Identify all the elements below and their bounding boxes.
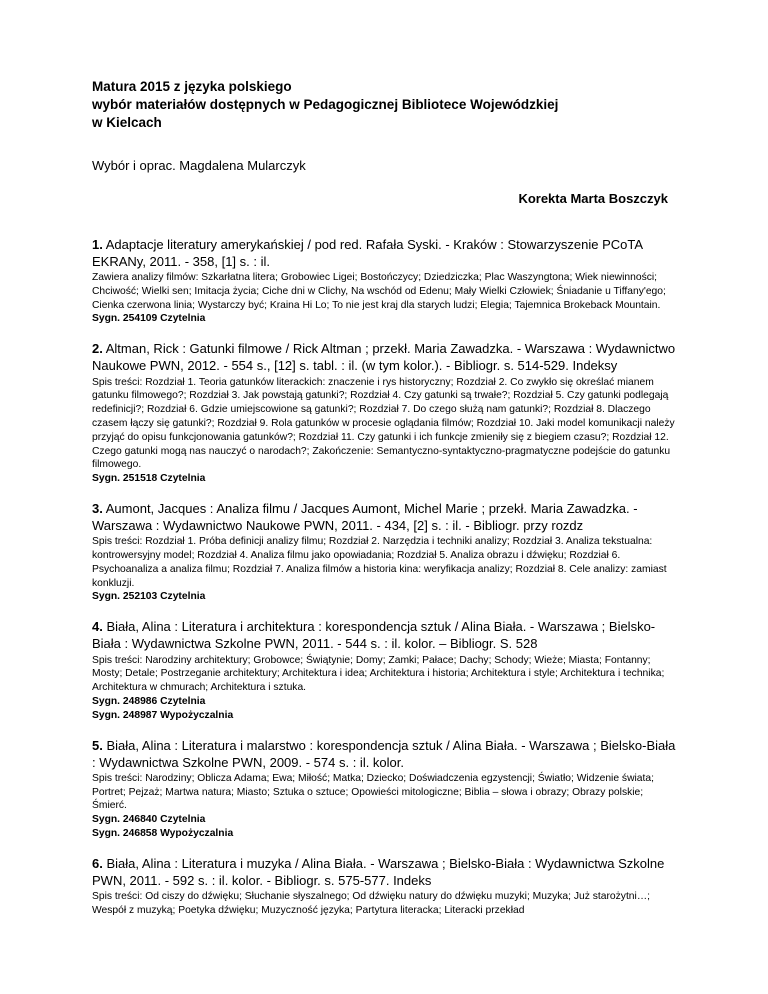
entry-number: 1.: [92, 236, 103, 252]
entry-contents: Spis treści: Narodziny; Oblicza Adama; Ewa; Miłość; Matka; Dziecko; Doświadczenia egzystencji; Światło; Widzenie świata; Portret; Pejzaż; Martwa natura; Miasto; Sztuka o sztuce; Opowieści mitologiczne; Biblia – słowa i obrazy; Obrazy polskie; Śmierć.: [92, 772, 654, 812]
list-item: [92, 618, 676, 722]
entry-title: Aumont, Jacques : Analiza filmu / Jacques Aumont, Michel Marie ; przekł. Maria Zawadzka. - Warszawa : Wydawnictwo Naukowe PWN, 2011. - 434, [2] s. : il. - Bibliogr. przy rozdz: [92, 500, 638, 534]
entry-title: Biała, Alina : Literatura i muzyka / Alina Biała. - Warszawa ; Bielsko-Biała : Wydawnictwa Szkolne PWN, 2011. - 592 s. : il. kolor. - Bibliogr. s. 575-577. Indeks: [92, 855, 665, 888]
bibliography-list: [92, 236, 676, 918]
title-line-2: wybór materiałów dostępnych w Pedagogicznej Bibliotece Wojewódzkiej: [92, 96, 559, 112]
entry-number: 5.: [92, 737, 103, 753]
entry-number: 6.: [92, 855, 103, 871]
entry-title: Adaptacje literatury amerykańskiej / pod red. Rafała Syski. - Kraków : Stowarzyszenie PCoTA EKRANy, 2011. - 358, [1] s. : il.: [92, 236, 643, 269]
entry-number: 2.: [92, 341, 103, 357]
entry-title: Biała, Alina : Literatura i malarstwo : korespondencja sztuk / Alina Biała. - Warszawa ; Bielsko-Biała : Wydawnictwa Szkolne PWN, 2009. - 574 s. : il. kolor.: [92, 737, 676, 770]
list-item: [92, 236, 676, 327]
page-title: [92, 78, 676, 132]
entry-contents: Spis treści: Narodziny architektury; Grobowce; Świątynie; Domy; Zamki; Pałace; Dachy; Schody; Wieże; Miasta; Fontanny; Mosty; Detale; Postrzeganie architektury; Architektura i idea; Architektura i historia; Architektura i style; Architektura i technika; Architektura w chmurach; Architektura i sztuka.: [92, 654, 665, 694]
entry-signature: Sygn. 251518 Czytelnia: [92, 473, 206, 485]
title-line-3: w Kielcach: [92, 114, 162, 130]
entry-signature: Sygn. 254109 Czytelnia: [92, 313, 206, 325]
entry-contents: Spis treści: Od ciszy do dźwięku; Słuchanie słyszalnego; Od dźwięku natury do dźwięku muzyki; Muzyka; Już starożytni…; Wespół z muzyką; Poetyka dźwięku; Muzyczność języka; Partytura literacka; Literacki przekład: [92, 891, 650, 916]
entry-title: Altman, Rick : Gatunki filmowe / Rick Altman ; przekł. Maria Zawadzka. - Warszawa : Wydawnictwo Naukowe PWN, 2012. - 554 s., [12] s. tabl. : il. (w tym kolor.). - Bibliogr. s. 514-529. Indeksy: [92, 341, 676, 374]
list-item: [92, 500, 676, 604]
entry-signature: Sygn. 252103 Czytelnia: [92, 591, 206, 603]
entry-heading: [92, 236, 676, 270]
entry-signature: Sygn. 248986 Czytelnia: [92, 695, 206, 707]
byline: Wybór i oprac. Magdalena Mularczyk: [92, 157, 306, 173]
entry-heading: [92, 737, 676, 771]
entry-heading: [92, 340, 676, 374]
entry-contents: Spis treści: Rozdział 1. Teoria gatunków literackich: znaczenie i rys historyczny; Rozdział 2. Co zwykło się określać mianem gatunku filmowego?; Rozdział 3. Jak powstają gatunki?; Rozdział 4. Czy gatunki są trwałe?; Rozdział 5. Czy gatunki podlegają redefinicji?; Rozdział 6. Gdzie umiejscowione są gatunki?; Rozdział 7. Do czego służą nam gatunki?; Rozdział 8. Dlaczego czasem łączy się gatunki?; Rozdział 9. Rola gatunków w procesie oglądania filmów; Rozdział 10. Jaki model komunikacji należy przyjąć do opisu funkcjonowania gatunków?; Rozdział 11. Czy gatunki i ich funkcje zmieniły się z biegiem czasu?; Rozdział 12. Czego gatunki mogą nas nauczyć o narodach?; Zakończenie: Semantyczno-syntaktyczno-pragmatyczne podejście do gatunku filmowego.: [92, 376, 675, 471]
list-item: [92, 340, 676, 486]
entry-signature: Sygn. 248987 Wypożyczalnia: [92, 709, 234, 721]
entry-number: 3.: [92, 500, 103, 516]
entry-heading: [92, 500, 676, 534]
entry-heading: [92, 855, 676, 889]
list-item: [92, 737, 676, 841]
corrector-credit: Korekta Marta Boszczyk: [518, 190, 668, 206]
entry-contents: Zawiera analizy filmów: Szkarłatna litera; Grobowiec Ligei; Bostończycy; Dziedziczka; Plac Waszyngtona; Wiek niewinności; Chciwość; Wielki sen; Imitacja życia; Ciche dni w Clichy, Na wschód od Edenu; Mały Wielki Człowiek; Śniadanie u Tiffany'ego; Cienka czerwona linia; Wystarczy być; Kraina Hi Lo; To nie jest kraj dla starych ludzi; Elegia; Tajemnica Brokeback Mountain.: [92, 272, 666, 311]
entry-heading: [92, 618, 676, 652]
entry-signature: Sygn. 246840 Czytelnia: [92, 814, 206, 826]
title-line-1: Matura 2015 z języka polskiego: [92, 79, 292, 94]
entry-title: Biała, Alina : Literatura i architektura : korespondencja sztuk / Alina Biała. - Warszawa ; Bielsko-Biała : Wydawnictwa Szkolne PWN, 2011. - 544 s. : il. kolor. – Bibliogr. S. 528: [92, 619, 656, 652]
list-item: [92, 855, 676, 918]
entry-signature: Sygn. 246858 Wypożyczalnia: [92, 828, 234, 840]
entry-number: 4.: [92, 619, 103, 635]
entry-contents: Spis treści: Rozdział 1. Próba definicji analizy filmu; Rozdział 2. Narzędzia i techniki analizy; Rozdział 3. Analiza tekstualna: kontrowersyjny model; Rozdział 4. Analiza filmu jako opowiadania; Rozdział 5. Analiza obrazu i dźwięku; Rozdział 6. Psychoanaliza a analiza filmu; Rozdział 7. Analiza filmów a historia kina: weryfikacja analizy; Rozdział 8. Cele analizy: zamiast konkluzji.: [92, 536, 667, 589]
